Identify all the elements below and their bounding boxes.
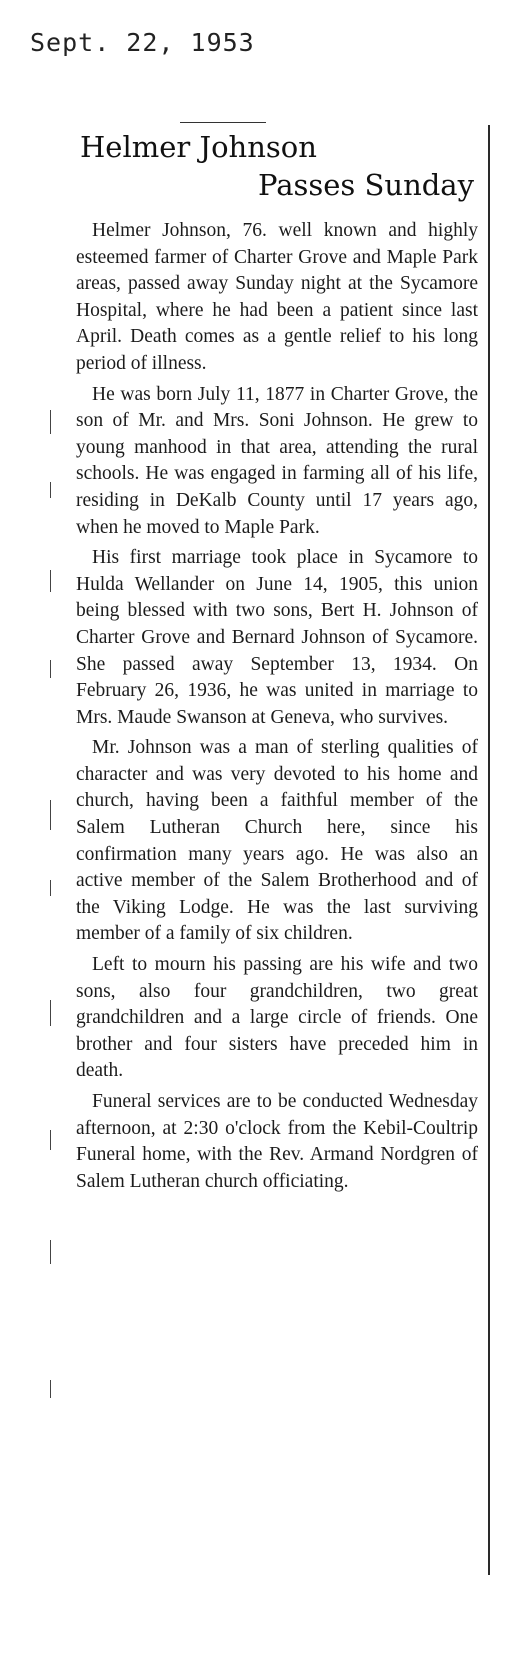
margin-mark <box>50 1130 51 1150</box>
margin-mark <box>50 1000 51 1026</box>
paragraph-funeral: Funeral services are to be conducted Wednesday afternoon, at 2:30 o'clock from the Kebil-Coultrip Funeral home, with the Rev. Armand Nordgren of Salem Lutheran church officiating. <box>76 1091 478 1192</box>
margin-mark <box>50 660 51 678</box>
article-body <box>76 218 478 1195</box>
paragraph-character: Mr. Johnson was a man of sterling qualities of character and was very devoted to his home and church, having been a faithful member of the Salem Lutheran Church here, since his confirmation many years ago. He was also an active member of the Salem Brotherhood and of the Viking Lodge. He was the last surviving member of a family of six children. <box>76 737 478 945</box>
headline <box>76 128 478 204</box>
margin-mark <box>50 570 51 592</box>
headline-line-2: Passes Sunday <box>258 168 474 202</box>
margin-mark <box>50 1380 51 1398</box>
margin-mark <box>50 880 51 896</box>
margin-mark <box>50 410 51 434</box>
headline-line-1: Helmer Johnson <box>80 130 317 164</box>
headline-top-rule <box>180 122 266 123</box>
paragraph-survivors: Left to mourn his passing are his wife and two sons, also four grandchildren, two great grandchildren and a large circle of friends. One brother and four sisters have preceded him in death. <box>76 954 478 1082</box>
paragraph-announcement: Helmer Johnson, 76. well known and highly esteemed farmer of Charter Grove and Maple Park areas, passed away Sunday night at the Sycamore Hospital, where he had been a patient since last April. Death comes as a gentle relief to his long period of illness. <box>76 220 478 374</box>
obituary-article <box>76 128 478 1199</box>
date-stamp: Sept. 22, 1953 <box>30 28 255 57</box>
margin-mark <box>50 1240 51 1264</box>
margin-mark <box>50 482 51 498</box>
margin-mark <box>50 800 51 830</box>
paragraph-early-life: He was born July 11, 1877 in Charter Grove, the son of Mr. and Mrs. Soni Johnson. He grew to young manhood in that area, attending the rural schools. He was engaged in farming all of his life, residing in DeKalb County until 17 years ago, when he moved to Maple Park. <box>76 383 478 538</box>
column-rule <box>488 125 490 1575</box>
paragraph-marriages: His first marriage took place in Sycamore to Hulda Wellander on June 14, 1905, this union being blessed with two sons, Bert H. Johnson of Charter Grove and Bernard Johnson of Sycamore. She passed away September 13, 1934. On February 26, 1936, he was united in marriage to Mrs. Maude Swanson at Geneva, who survives. <box>76 547 478 728</box>
